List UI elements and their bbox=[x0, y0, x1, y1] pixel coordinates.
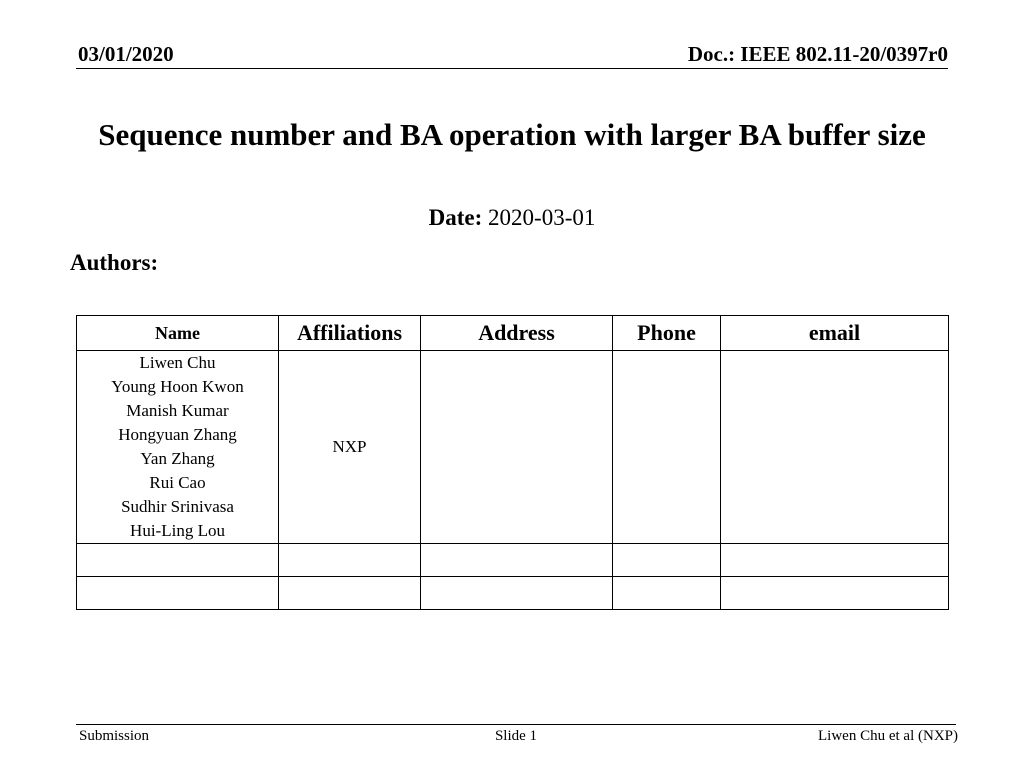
authors-label: Authors: bbox=[70, 250, 159, 275]
author-name: Young Hoon Kwon bbox=[111, 377, 244, 396]
author-name-list bbox=[77, 351, 278, 543]
date-line bbox=[0, 205, 1024, 231]
empty-cell bbox=[721, 577, 949, 610]
empty-cell bbox=[613, 544, 721, 577]
author-name: Manish Kumar bbox=[126, 401, 229, 420]
empty-cell bbox=[421, 577, 613, 610]
author-name: Rui Cao bbox=[149, 473, 206, 492]
column-header-name: Name bbox=[77, 316, 279, 351]
address-cell bbox=[421, 351, 613, 544]
affiliation-cell: NXP bbox=[279, 351, 421, 544]
footer-authors: Liwen Chu et al (NXP) bbox=[818, 728, 958, 744]
phone-cell bbox=[613, 351, 721, 544]
email-cell bbox=[721, 351, 949, 544]
empty-cell bbox=[721, 544, 949, 577]
header-date: 03/01/2020 bbox=[78, 42, 174, 66]
table-row bbox=[77, 351, 949, 544]
footer-submission: Submission bbox=[79, 728, 150, 744]
author-name: Liwen Chu bbox=[139, 353, 216, 372]
footer-divider bbox=[76, 724, 956, 725]
column-header-affiliations: Affiliations bbox=[279, 316, 421, 351]
empty-cell bbox=[421, 544, 613, 577]
author-name: Hui-Ling Lou bbox=[130, 521, 225, 540]
date-label: Date: bbox=[428, 205, 483, 230]
author-name: Sudhir Srinivasa bbox=[121, 497, 234, 516]
column-header-phone: Phone bbox=[613, 316, 721, 351]
names-cell bbox=[77, 351, 279, 544]
empty-cell bbox=[279, 577, 421, 610]
table-row bbox=[77, 544, 949, 577]
table-row bbox=[77, 577, 949, 610]
empty-cell bbox=[279, 544, 421, 577]
author-name: Yan Zhang bbox=[140, 449, 215, 468]
empty-cell bbox=[77, 577, 279, 610]
header-divider bbox=[76, 68, 948, 69]
empty-cell bbox=[77, 544, 279, 577]
header-doc-number: Doc.: IEEE 802.11-20/0397r0 bbox=[687, 42, 948, 66]
footer-slide-number: Slide 1 bbox=[494, 728, 538, 744]
authors-table bbox=[76, 315, 949, 610]
author-name: Hongyuan Zhang bbox=[118, 425, 237, 444]
date-value: 2020-03-01 bbox=[488, 205, 596, 230]
table-header-row bbox=[77, 316, 949, 351]
empty-cell bbox=[613, 577, 721, 610]
column-header-email: email bbox=[721, 316, 949, 351]
slide-title: Sequence number and BA operation with larger BA buffer size bbox=[98, 117, 926, 152]
column-header-address: Address bbox=[421, 316, 613, 351]
